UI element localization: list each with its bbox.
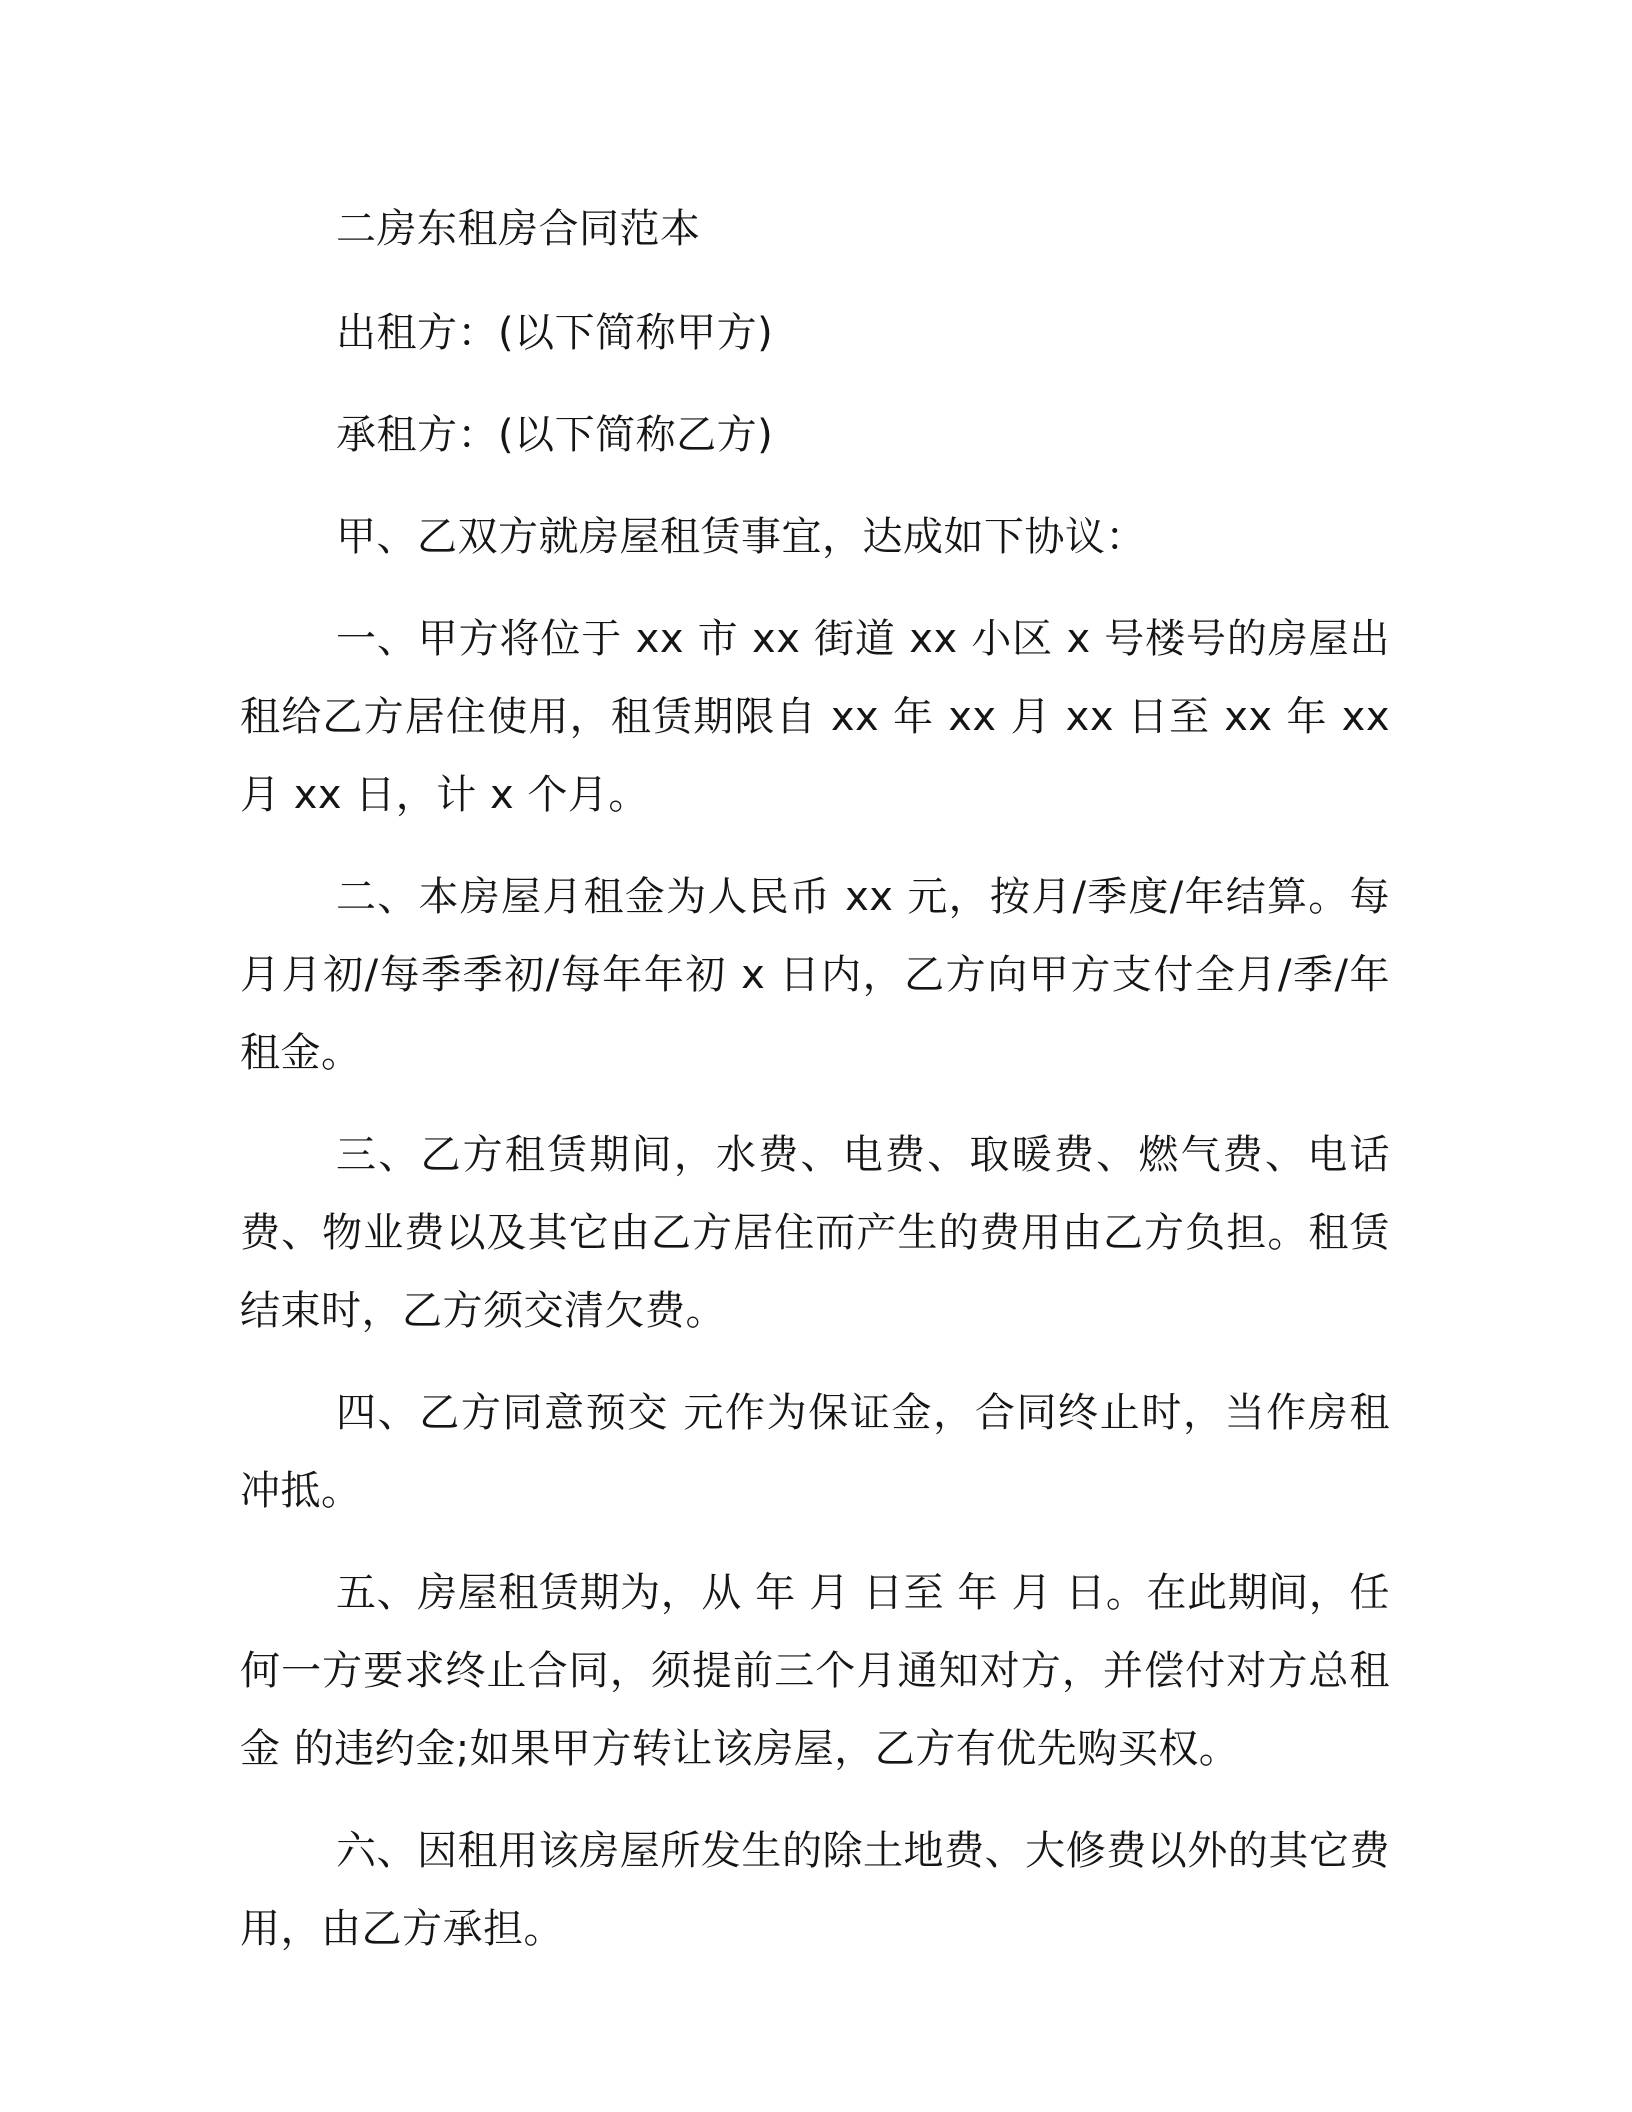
clause-5: 五、房屋租赁期为，从 年 月 日至 年 月 日。在此期间，任何一方要求终止合同，须提前三个月通知对方，并偿付对方总租金 的违约金;如果甲方转让该房屋，乙方有优先购买权。 xyxy=(240,1570,1390,1772)
document-title: 二房东租房合同范本 xyxy=(336,206,701,252)
agreement-intro: 甲、乙双方就房屋租赁事宜，达成如下协议： xyxy=(336,514,1146,560)
document-body xyxy=(240,190,1390,1992)
clause-2: 二、本房屋月租金为人民币 xx 元，按月/季度/年结算。每月月初/每季季初/每年年初 x 日内，乙方向甲方支付全月/季/年租金。 xyxy=(240,874,1390,1076)
clause-1: 一、甲方将位于 xx 市 xx 街道 xx 小区 x 号楼号的房屋出租给乙方居住使用，租赁期限自 xx 年 xx 月 xx 日至 xx 年 xx 月 xx 日，计 x 个月。 xyxy=(240,616,1390,818)
clause-3: 三、乙方租赁期间，水费、电费、取暖费、燃气费、电话费、物业费以及其它由乙方居住而产生的费用由乙方负担。租赁结束时，乙方须交清欠费。 xyxy=(240,1132,1390,1334)
clause-6: 六、因租用该房屋所发生的除土地费、大修费以外的其它费用，由乙方承担。 xyxy=(240,1828,1390,1952)
clause-4: 四、乙方同意预交 元作为保证金，合同终止时，当作房租冲抵。 xyxy=(240,1390,1390,1514)
lessor-line: 出租方：(以下简称甲方) xyxy=(336,310,774,356)
lessee-line: 承租方：(以下简称乙方) xyxy=(336,412,774,458)
